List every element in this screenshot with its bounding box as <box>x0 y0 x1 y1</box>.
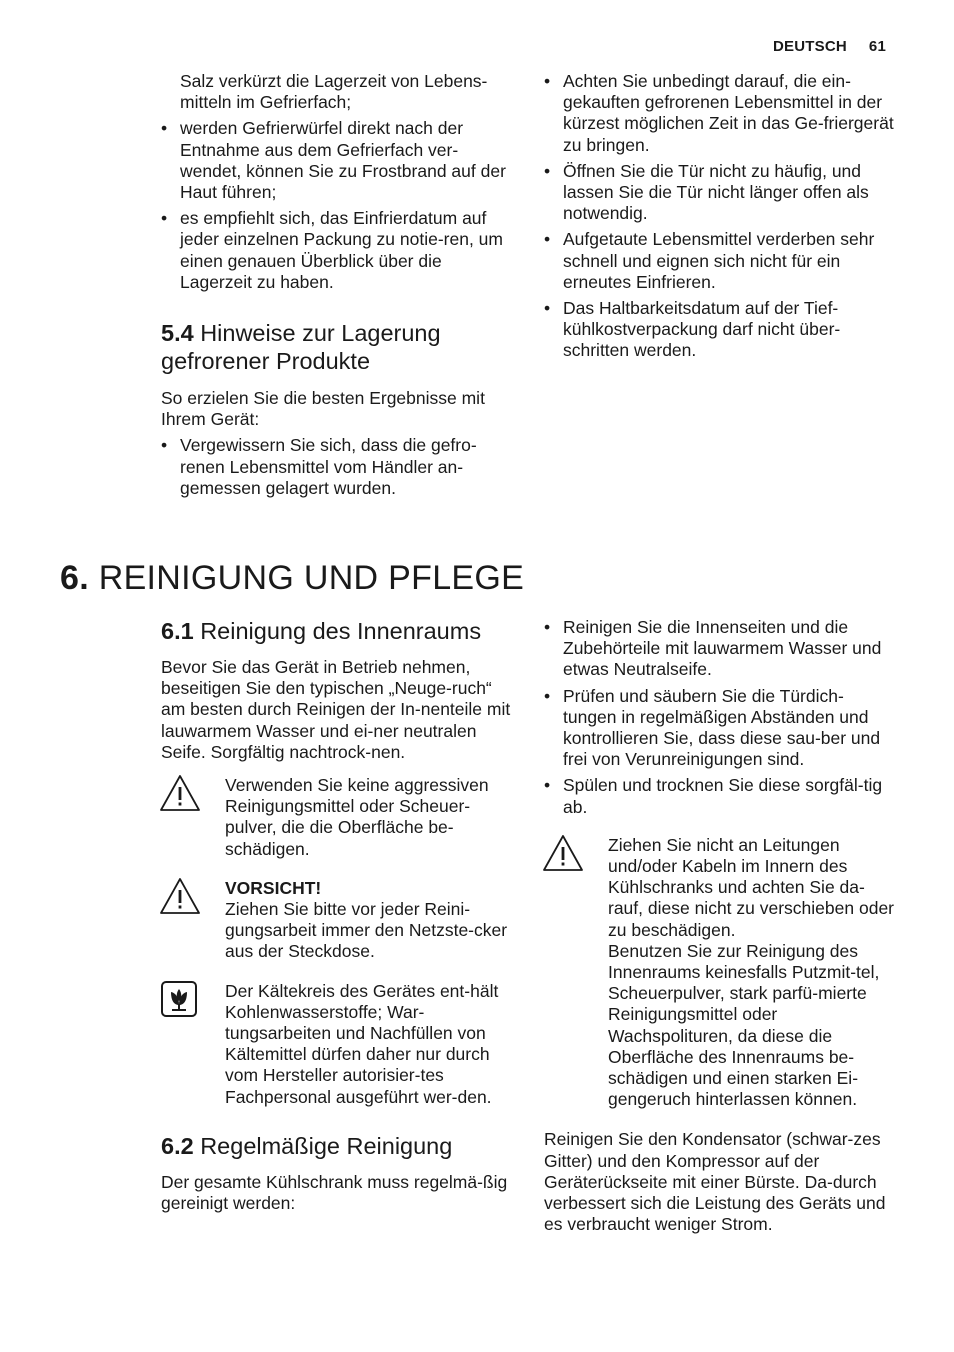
list-item: • Prüfen und säubern Sie die Türdich-tungen in regelmäßigen Abständen und kontrollieren Sie, dass diese sau-ber und frei von Verunreinigungen sind. <box>544 686 896 771</box>
section-heading-6-1 <box>161 617 517 645</box>
section-heading-6-2 <box>161 1132 517 1160</box>
caution-text: Ziehen Sie bitte vor jeder Reini-gungsarbeit immer den Netzste-cker aus der Steckdose. <box>225 899 508 962</box>
list-item: • Spülen und trocknen Sie diese sorgfäl-tig ab. <box>544 775 896 817</box>
caution-title: VORSICHT! <box>225 877 322 898</box>
warning-triangle-icon <box>159 876 201 916</box>
header-language: DEUTSCH <box>773 38 847 55</box>
caution-note <box>161 878 517 963</box>
warning-triangle-icon <box>542 833 584 873</box>
top-left-column <box>161 71 517 504</box>
page-header <box>773 38 886 55</box>
warning-text: Verwenden Sie keine aggressiven Reinigungsmittel oder Scheuer-pulver, die die Oberfläche be-schädigen. <box>225 775 489 859</box>
list-item: • Achten Sie unbedingt darauf, die ein-gekauften gefrorenen Lebensmittel in der kürzest möglichen Zeit in das Ge-friergerät zu bringen. <box>544 71 896 156</box>
section-intro: Der gesamte Kühlschrank muss regelmä-ßig gereinigt werden: <box>161 1171 508 1214</box>
list-item: • Vergewissern Sie sich, dass die gefro-renen Lebensmittel vom Händler an-gemessen gelagert wurden. <box>161 435 517 499</box>
section-number: 5.4 <box>161 320 194 347</box>
section-number: 6.2 <box>161 1132 194 1159</box>
bottom-right-column <box>544 617 896 1235</box>
continuation-text: Salz verkürzt die Lagerzeit von Lebens- mitteln im Gefrierfach; <box>180 71 488 113</box>
warning-text: Ziehen Sie nicht an Leitungen und/oder Kabeln im Innern des Kühlschranks und achten Sie da-rauf, diese nicht zu verschieben oder zu beschädigen. <box>608 834 894 940</box>
bullet-list <box>161 118 517 293</box>
list-item: • werden Gefrierwürfel direkt nach der Entnahme aus dem Gefrierfach ver-wendet, können Sie zu Frostbrand auf der Haut führen; <box>161 118 517 203</box>
list-item: • Das Haltbarkeitsdatum auf der Tief-kühlkostverpackung darf nicht über-schritten werden. <box>544 298 896 362</box>
section-number: 6.1 <box>161 618 194 644</box>
warning-note <box>544 835 896 1111</box>
chapter-heading <box>60 558 524 598</box>
section-title: Regelmäßige Reinigung <box>200 1132 453 1159</box>
bullet-list <box>161 435 517 499</box>
warning-text: Benutzen Sie zur Reinigung des Innenraums keinesfalls Putzmit-tel, Scheuerpulver, stark parfü-mierte Reinigungsmittel oder Wachspolituren, da diese die Oberfläche des Innenraums be-schädigen und einen starken Ei-gengeruch hinterlassen können. <box>608 940 880 1110</box>
bottom-left-column <box>161 617 517 1214</box>
chapter-title: REINIGUNG UND PFLEGE <box>98 559 525 597</box>
list-item: • Aufgetaute Lebensmittel verderben sehr schnell und eignen sich nicht für ein erneutes Einfrieren. <box>544 229 896 293</box>
environment-note <box>161 981 517 1108</box>
bullet-list <box>544 71 896 362</box>
list-item: • Öffnen Sie die Tür nicht zu häufig, und lassen Sie die Tür nicht länger offen als notwendig. <box>544 161 896 225</box>
environment-leaf-icon <box>159 980 201 1020</box>
list-item: • Reinigen Sie die Innenseiten und die Zubehörteile mit lauwarmem Wasser und etwas Neutralseife. <box>544 617 896 681</box>
environment-text: Der Kältekreis des Gerätes ent-hält Kohlenwasserstoffe; War-tungsarbeiten und Nachfüllen von Kältemittel dürfen daher nur durch vom Hersteller autorisier-tes Fachpersonal ausgeführt wer-den. <box>225 980 499 1107</box>
top-right-column <box>544 71 896 367</box>
chapter-number: 6. <box>60 559 89 597</box>
section-intro: Bevor Sie das Gerät in Betrieb nehmen, beseitigen Sie den typischen „Neuge-ruch“ am besten durch Reinigen der In-nenteile mit lauwarmem Wasser und ei-ner neutralen Seife. Sorgfältig nachtrock-nen. <box>161 657 511 762</box>
page-number: 61 <box>868 38 886 55</box>
closing-paragraph: Reinigen Sie den Kondensator (schwar-zes Gitter) und den Kompressor auf der Geräterückseite mit einer Bürste. Da-durch verbessert sich die Leistung des Geräts und es verbraucht weniger Strom. <box>544 1129 886 1235</box>
bullet-list <box>544 617 896 818</box>
list-item: • es empfiehlt sich, das Einfrierdatum auf jeder einzelnen Packung zu notie-ren, um einen genauen Überblick über die Lagerzeit zu haben. <box>161 208 517 293</box>
section-heading-5-4 <box>161 319 517 375</box>
section-title: Hinweise zur Lagerung gefrorener Produkte <box>161 320 441 375</box>
warning-note <box>161 775 517 860</box>
section-intro: So erzielen Sie die besten Ergebnisse mit Ihrem Gerät: <box>161 388 485 430</box>
warning-triangle-icon <box>159 773 201 813</box>
section-title: Reinigung des Innenraums <box>200 618 482 644</box>
